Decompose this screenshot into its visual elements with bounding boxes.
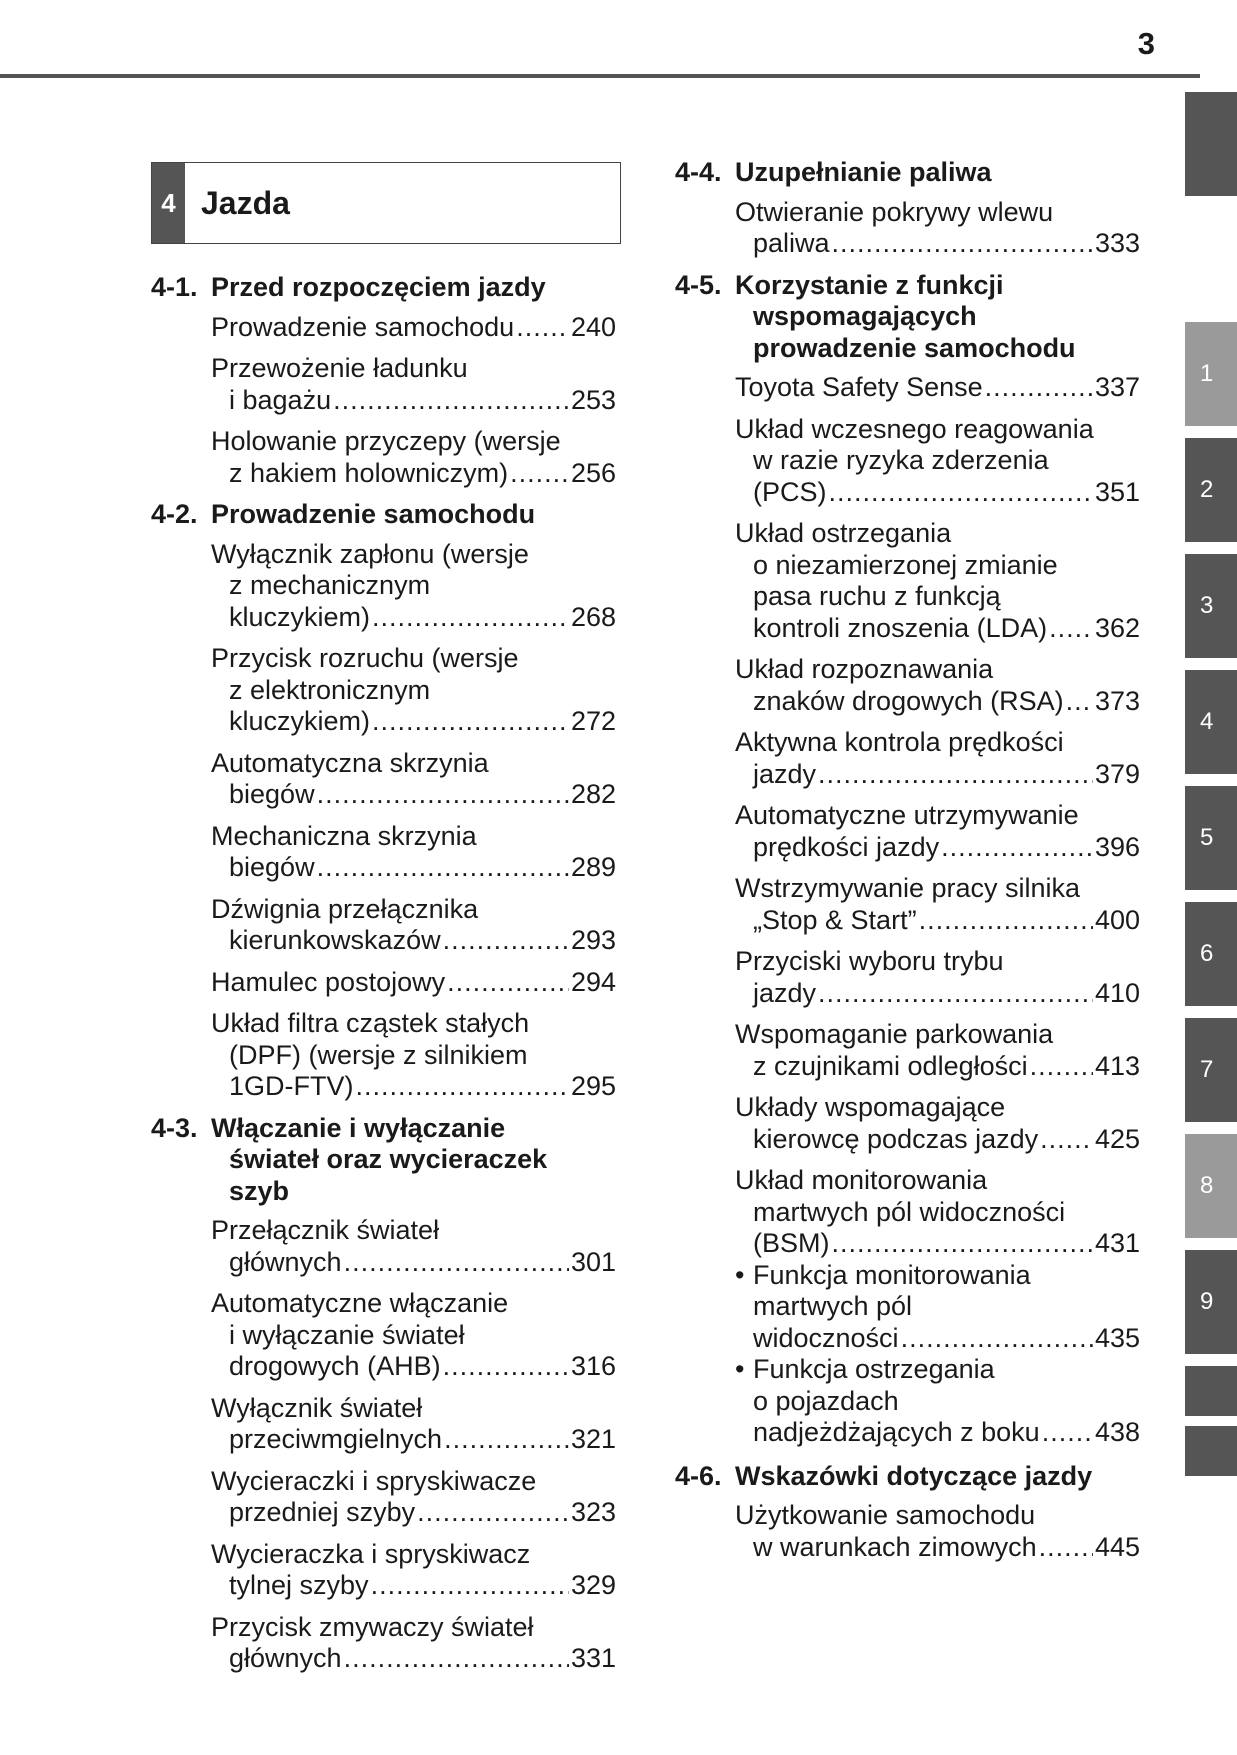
entry-title: Przycisk rozruchu (wersje [211, 643, 519, 673]
entry-page: 289 [570, 852, 616, 882]
chapter-tab-label: 7 [1200, 1056, 1214, 1083]
entry-title: Układ wczesnego reagowania [735, 413, 1094, 444]
entry-title: Otwieranie pokrywy wlewu [735, 196, 1054, 227]
chapter-tab-1[interactable] [1185, 322, 1237, 426]
toc-entry[interactable] [675, 372, 1140, 404]
leader-dots [317, 852, 569, 884]
entry-page: 351 [1094, 476, 1140, 507]
entry-title-cont: jazdy [753, 758, 817, 789]
entry-title: Układ ostrzegania [735, 518, 952, 548]
entry-page: 294 [570, 966, 616, 997]
leader-dots [371, 1570, 569, 1602]
entry-title-cont: kluczykiem) [229, 601, 371, 632]
section-heading [151, 1113, 616, 1208]
entry-title: Przełącznik świateł [211, 1215, 440, 1245]
entry-page: 253 [570, 384, 616, 415]
toc-entry[interactable] [151, 1215, 616, 1278]
toc-entry[interactable] [151, 894, 616, 957]
leader-dots [829, 477, 1093, 509]
entry-title-cont: z mechanicznym [229, 570, 431, 600]
leader-dots [443, 925, 569, 957]
toc-entry[interactable] [151, 821, 616, 884]
section-heading [151, 272, 616, 304]
entry-title: Hamulec postojowy [211, 966, 446, 997]
toc-entry[interactable] [675, 518, 1140, 644]
leader-dots [941, 832, 1093, 864]
entry-title: Aktywna kontrola prędkości [735, 727, 1064, 757]
section-number: 4-3. [151, 1112, 198, 1143]
entry-page: 240 [570, 311, 616, 342]
toc-entry[interactable] [151, 1008, 616, 1103]
section-heading [675, 270, 1140, 365]
leader-dots [516, 312, 569, 344]
entry-title: Układ filtra cząstek stałych [211, 1008, 530, 1038]
entry-page: 337 [1094, 372, 1140, 402]
entry-title-cont: martwych pól [753, 1291, 913, 1321]
leader-dots [444, 1424, 569, 1456]
leader-dots [344, 1643, 569, 1675]
entry-title: Układy wspomagające [735, 1092, 1006, 1122]
entry-page: 379 [1094, 758, 1140, 789]
toc-entry[interactable] [151, 748, 616, 811]
entry-title: Mechaniczna skrzynia [211, 820, 477, 851]
entry-title: Wyłącznik zapłonu (wersje [211, 538, 529, 569]
leader-dots [372, 602, 569, 634]
entry-title: Użytkowanie samochodu [735, 1500, 1036, 1530]
bullet: • [735, 1259, 745, 1290]
section-title-line: świateł oraz wycieraczek [229, 1144, 548, 1174]
entry-page: 316 [570, 1351, 616, 1381]
entry-title-cont: paliwa [753, 228, 830, 258]
toc-entry[interactable] [675, 873, 1140, 936]
entry-page: 295 [570, 1071, 616, 1101]
chapter-tab-label: 5 [1200, 824, 1214, 851]
chapter-tab-label: 1 [1200, 360, 1214, 387]
entry-title-cont: i bagażu [229, 384, 332, 415]
entry-page: 373 [1094, 685, 1140, 716]
section-title: Prowadzenie samochodu [211, 499, 536, 529]
toc-entry[interactable] [675, 414, 1140, 509]
leader-dots [832, 1228, 1093, 1260]
leader-dots [317, 779, 569, 811]
entry-title-cont: z hakiem holowniczym) [229, 457, 509, 488]
entry-page: 438 [1094, 1417, 1140, 1447]
entry-title: Przewożenie ładunku [211, 353, 468, 383]
toc-entry[interactable] [151, 1539, 616, 1602]
section-heading [675, 1461, 1140, 1493]
leader-dots [919, 905, 1093, 937]
entry-title: Automatyczna skrzynia [211, 747, 489, 778]
section-title [211, 1113, 616, 1208]
section-number: 4-6. [675, 1460, 722, 1491]
entry-page: 400 [1094, 904, 1140, 935]
entry-page: 321 [570, 1424, 616, 1454]
chapter-tab-label: 2 [1200, 476, 1214, 503]
entry-title-cont: martwych pól widoczności [753, 1196, 1066, 1227]
entry-title-cont: w razie ryzyka zderzenia [753, 445, 1049, 475]
entry-title-cont: przeciwmgielnych [229, 1424, 443, 1454]
entry-title: Funkcja ostrzegania [753, 1354, 995, 1384]
entry-title-cont: w warunkach zimowych [753, 1531, 1037, 1562]
chapter-tab-9[interactable] [1185, 1250, 1237, 1354]
leader-dots [818, 759, 1093, 791]
toc-entry[interactable] [151, 1612, 616, 1675]
entry-title-cont: nadjeżdżających z boku [753, 1417, 1040, 1447]
entry-title: Holowanie przyczepy (wersje [211, 426, 561, 456]
entry-page: 445 [1094, 1531, 1140, 1562]
entry-title-cont: tylnej szyby [229, 1570, 369, 1600]
toc-entry[interactable] [675, 654, 1140, 717]
chapter-number: 4 [152, 163, 185, 243]
entry-title-cont: drogowych (AHB) [229, 1351, 441, 1381]
leader-dots [1030, 1051, 1093, 1083]
section-title-line: Włączanie i wyłączanie [211, 1112, 506, 1143]
entry-title-cont: przedniej szyby [229, 1497, 416, 1527]
leader-dots [417, 1497, 569, 1529]
leader-dots [1039, 1532, 1093, 1564]
leader-dots [356, 1071, 569, 1103]
leader-dots [333, 385, 569, 417]
chapter-tab-label: 6 [1200, 940, 1214, 967]
entry-title-cont: „Stop & Start” [753, 904, 917, 935]
toc-entry[interactable] [151, 643, 616, 738]
chapter-tab-3[interactable] [1185, 554, 1237, 658]
section-title [735, 270, 1140, 365]
chapter-tabs [1185, 0, 1237, 1755]
entry-page: 331 [570, 1643, 616, 1673]
toc-entry[interactable] [675, 1500, 1140, 1563]
chapter-tab-label: 4 [1200, 708, 1214, 735]
entry-title: Wstrzymywanie pracy silnika [735, 873, 1081, 903]
entry-title: Dźwignia przełącznika [211, 893, 479, 924]
entry-title: Przycisk zmywaczy świateł [211, 1611, 534, 1642]
entry-title-cont: (BSM) [753, 1228, 830, 1258]
toc-entry[interactable] [151, 1288, 616, 1383]
entry-title: Układ monitorowania [735, 1165, 988, 1195]
toc-entry[interactable] [151, 539, 616, 634]
toc-entry[interactable] [675, 1165, 1140, 1260]
leader-dots [985, 372, 1093, 404]
entry-title-cont: kluczykiem) [229, 706, 371, 736]
entry-title: Toyota Safety Sense [735, 372, 983, 402]
toc-entry[interactable] [675, 946, 1140, 1009]
toc-entry[interactable] [151, 1466, 616, 1529]
entry-title-cont: (DPF) (wersje z silnikiem [229, 1039, 528, 1070]
leader-dots [372, 706, 569, 738]
entry-title: Funkcja monitorowania [753, 1259, 1031, 1290]
chapter-tab-4[interactable] [1185, 670, 1237, 774]
section-number: 4-4. [675, 157, 722, 187]
entry-page: 282 [570, 779, 616, 809]
entry-title-cont: kierowcę podczas jazdy [753, 1123, 1039, 1154]
leader-dots [1042, 1417, 1093, 1449]
leader-dots [1040, 1124, 1093, 1156]
header-rule [0, 74, 1200, 78]
leader-dots [1049, 613, 1093, 645]
chapter-tab-label: 8 [1200, 1172, 1214, 1199]
entry-title: Wycieraczka i spryskiwacz [211, 1538, 531, 1569]
chapter-tab[interactable] [1185, 92, 1237, 196]
entry-title: Układ rozpoznawania [735, 654, 994, 684]
toc-entry[interactable] [151, 1393, 616, 1456]
toc-column-right [675, 157, 1140, 1573]
entry-title-cont: znaków drogowych (RSA) [753, 685, 1064, 716]
chapter-tab[interactable] [1185, 1426, 1237, 1476]
toc-subentry[interactable] [675, 1260, 1140, 1355]
section-title: Uzupełnianie paliwa [735, 157, 992, 187]
entry-page: 268 [570, 601, 616, 632]
toc-entry[interactable] [675, 197, 1140, 260]
entry-title-cont: 1GD-FTV) [229, 1071, 354, 1101]
entry-title: Wyłącznik świateł [211, 1392, 423, 1423]
section-title-line: szyb [229, 1175, 290, 1206]
entry-title-cont: pasa ruchu z funkcją [753, 581, 1001, 611]
leader-dots [344, 1247, 569, 1279]
entry-page: 410 [1094, 977, 1140, 1008]
entry-title-cont: głównych [229, 1643, 342, 1673]
chapter-tab-label: 9 [1200, 1288, 1214, 1315]
entry-page: 425 [1094, 1123, 1140, 1154]
entry-title-cont: kontroli znoszenia (LDA) [753, 612, 1048, 643]
entry-page: 301 [570, 1246, 616, 1277]
chapter-tab-6[interactable] [1185, 902, 1237, 1006]
entry-page: 362 [1094, 612, 1140, 643]
leader-dots [901, 1323, 1093, 1355]
section-number: 4-5. [675, 269, 722, 300]
leader-dots [1066, 686, 1093, 718]
entry-title-cont: biegów [229, 779, 315, 809]
chapter-tab-7[interactable] [1185, 1018, 1237, 1122]
entry-title: Prowadzenie samochodu [211, 311, 515, 342]
entry-title-cont: prędkości jazdy [753, 831, 940, 862]
chapter-tab-2[interactable] [1185, 438, 1237, 542]
section-title: Przed rozpoczęciem jazdy [211, 272, 546, 302]
entry-title-cont: jazdy [753, 977, 817, 1008]
section-number: 4-1. [151, 272, 198, 302]
page-number: 3 [1137, 26, 1155, 61]
toc-column-left [151, 272, 616, 1685]
toc-entry[interactable] [675, 800, 1140, 863]
entry-page: 329 [570, 1570, 616, 1600]
section-title: Wskazówki dotyczące jazdy [735, 1460, 1093, 1491]
chapter-title: Jazda [201, 184, 290, 221]
entry-page: 435 [1094, 1322, 1140, 1353]
leader-dots [818, 978, 1093, 1010]
entry-title-cont: z czujnikami odległości [753, 1050, 1028, 1081]
entry-title: Przyciski wyboru trybu [735, 946, 1004, 976]
chapter-tab-5[interactable] [1185, 786, 1237, 890]
toc-entry[interactable] [151, 312, 616, 344]
toc-entry[interactable] [675, 1019, 1140, 1082]
toc-entry[interactable] [675, 727, 1140, 790]
chapter-tab-label: 3 [1200, 592, 1214, 619]
leader-dots [832, 228, 1093, 260]
toc-entry[interactable] [675, 1092, 1140, 1155]
entry-title: Automatyczne włączanie [211, 1288, 509, 1318]
section-title-line: Korzystanie z funkcji [735, 269, 1004, 300]
toc-entry[interactable] [151, 967, 616, 999]
entry-page: 431 [1094, 1228, 1140, 1258]
entry-title: Wspomaganie parkowania [735, 1019, 1054, 1049]
entry-title-cont: i wyłączanie świateł [229, 1319, 465, 1350]
section-heading [151, 499, 616, 531]
entry-title-cont: biegów [229, 852, 315, 882]
entry-title-cont: kierunkowskazów [229, 925, 441, 955]
entry-page: 256 [570, 457, 616, 488]
bullet: • [735, 1354, 745, 1384]
entry-page: 333 [1094, 228, 1140, 258]
leader-dots [447, 967, 569, 999]
toc-entry[interactable] [151, 426, 616, 489]
entry-title-cont: widoczności [753, 1322, 899, 1353]
chapter-tab-8[interactable] [1185, 1134, 1237, 1238]
entry-page: 413 [1094, 1050, 1140, 1081]
entry-page: 293 [570, 925, 616, 955]
entry-title-cont: głównych [229, 1246, 342, 1277]
entry-title-cont: z elektronicznym [229, 674, 431, 705]
entry-title-cont: (PCS) [753, 476, 827, 507]
entry-page: 272 [570, 706, 616, 736]
leader-dots [510, 458, 569, 490]
entry-page: 396 [1094, 831, 1140, 862]
section-heading [675, 157, 1140, 189]
entry-page: 323 [570, 1497, 616, 1527]
entry-title-cont: o niezamierzonej zmianie [753, 549, 1058, 580]
toc-subentry[interactable] [675, 1354, 1140, 1449]
leader-dots [443, 1351, 569, 1383]
section-number: 4-2. [151, 499, 198, 529]
entry-title: Wycieraczki i spryskiwacze [211, 1465, 537, 1496]
section-title-line: wspomagających [753, 301, 977, 331]
entry-title-cont: o pojazdach [753, 1385, 899, 1416]
chapter-heading [151, 162, 621, 244]
toc-entry[interactable] [151, 353, 616, 416]
section-title-line: prowadzenie samochodu [753, 332, 1076, 363]
chapter-tab[interactable] [1185, 1366, 1237, 1416]
entry-title: Automatyczne utrzymywanie [735, 800, 1079, 830]
